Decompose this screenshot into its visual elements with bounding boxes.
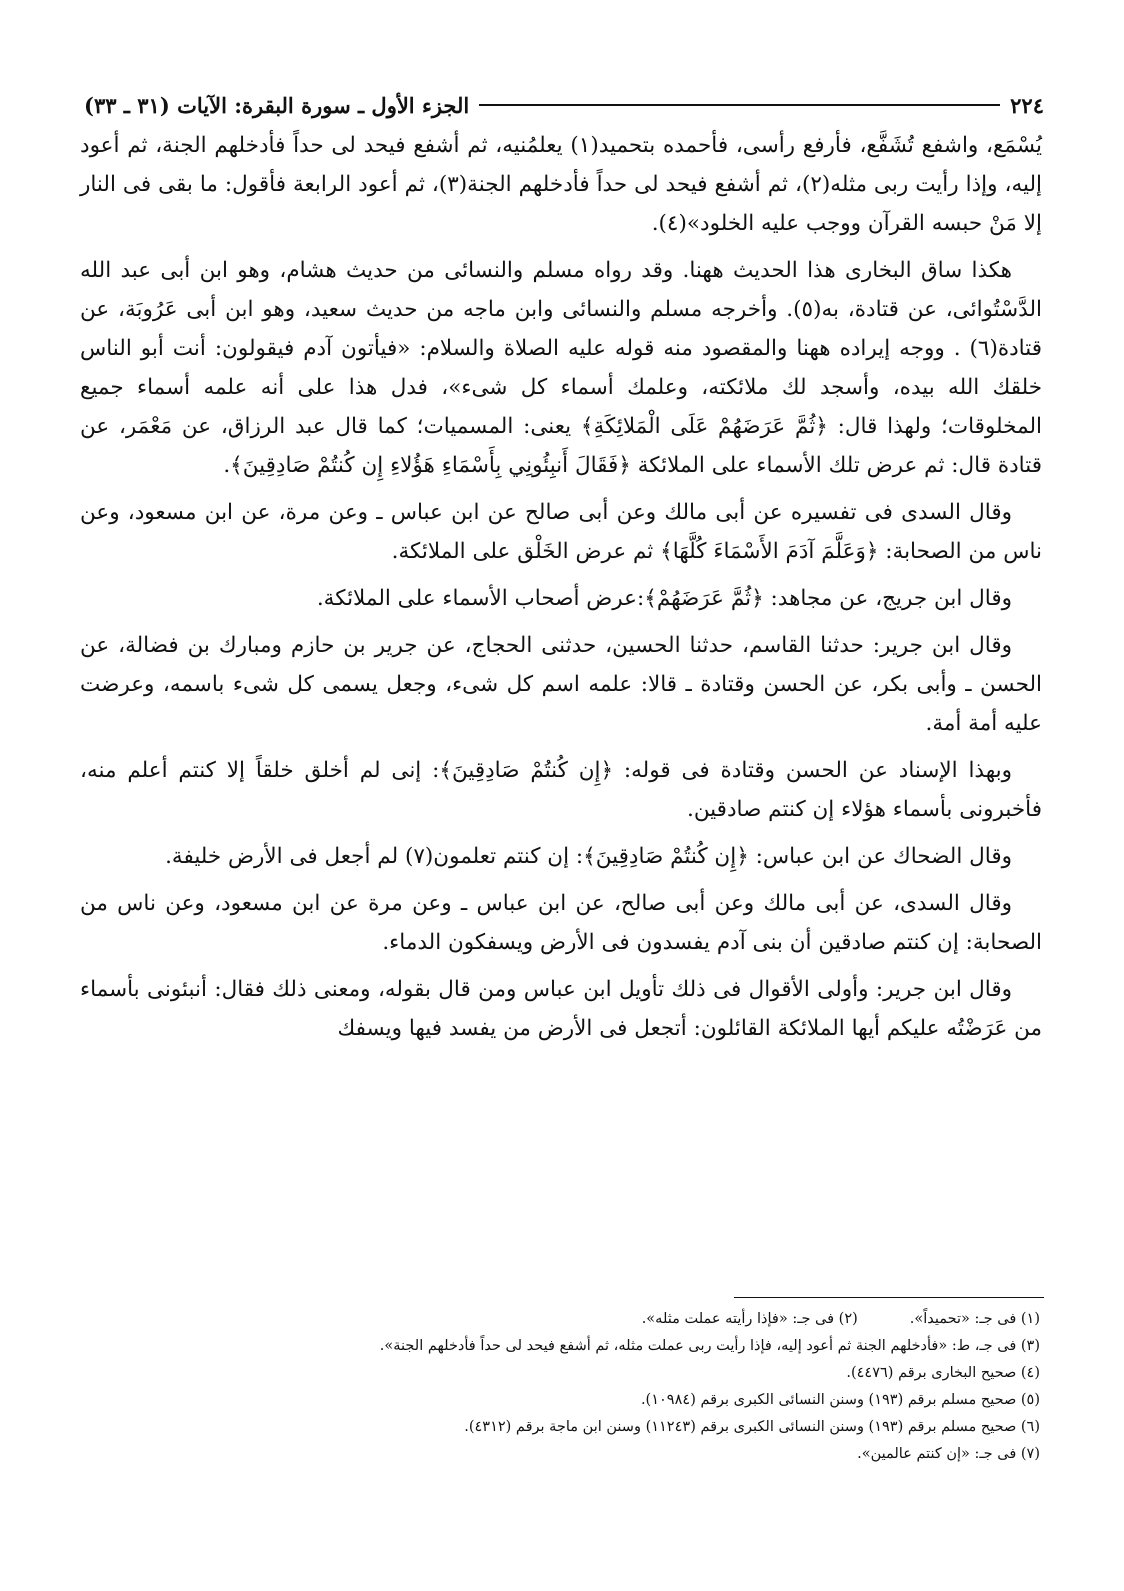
footnote: (٣) فى جـ، ط: «فأدخلهم الجنة ثم أعود إليه، فإذا رأيت ربى عملت مثله، ثم أشفع فيحد لى حداً فأدخلهم الجنة».	[379, 1338, 1040, 1354]
running-header	[84, 88, 1044, 122]
running-title: الجزء الأول ـ سورة البقرة: الآيات (٣١ ـ ٣٣)	[84, 92, 470, 118]
paragraph: وقال السدى، عن أبى مالك وعن أبى صالح، عن ابن عباس ـ وعن مرة عن ابن مسعود، وعن ناس من الصحابة: إن كنتم صادقين أن بنى آدم يفسدون فى الأرض ويسفكون الدماء.	[80, 891, 1042, 955]
header-rule	[479, 104, 1000, 106]
footnote: (٥) صحيح مسلم برقم (١٩٣) وسنن النسائى الكبرى برقم (١٠٩٨٤).	[640, 1392, 1040, 1408]
footnote-line	[200, 1306, 1040, 1333]
footnote-separator	[734, 1297, 1044, 1298]
main-text	[80, 126, 1042, 1056]
paragraph: وقال الضحاك عن ابن عباس: ﴿إِن كُنتُمْ صَادِقِينَ﴾: إن كنتم تعلمون(٧) لم أجعل فى الأرض خليفة.	[165, 844, 1012, 869]
footnotes	[200, 1306, 1040, 1468]
footnote: (٢) فى جـ: «فإذا رأيته عملت مثله».	[641, 1311, 858, 1327]
footnote: (١) فى جـ: «تحميداً».	[909, 1311, 1040, 1327]
paragraph: هكذا ساق البخارى هذا الحديث ههنا. وقد رواه مسلم والنسائى من حديث هشام، وهو ابن أبى عبد الله الدَّسْتُوائى، عن قتادة، به(٥). وأخرجه مسلم والنسائى وابن ماجه من حديث سعيد، وهو ابن أبى عَرُوبَة، عن قتادة(٦) . ووجه إيراده ههنا والمقصود منه قوله عليه الصلاة والسلام: «فيأتون آدم فيقولون: أنت أبو الناس خلقك الله بيده، وأسجد لك ملائكته، وعلمك أسماء كل شىء»، فدل هذا على أنه علمه أسماء جميع المخلوقات؛ ولهذا قال: ﴿ثُمَّ عَرَضَهُمْ عَلَى الْمَلائِكَةِ﴾ يعنى: المسميات؛ كما قال عبد الرزاق، عن مَعْمَر، عن قتادة قال: ثم عرض تلك الأسماء على الملائكة ﴿فَقَالَ أَنبِئُونِي بِأَسْمَاءِ هَؤُلاءِ إِن كُنتُمْ صَادِقِينَ﴾.	[80, 258, 1042, 478]
paragraph: وقال السدى فى تفسيره عن أبى مالك وعن أبى صالح عن ابن عباس ـ وعن مرة، عن ابن مسعود، وعن ناس من الصحابة: ﴿وَعَلَّمَ آدَمَ الأَسْمَاءَ كُلَّهَا﴾ ثم عرض الخَلْق على الملائكة.	[80, 500, 1042, 564]
paragraph: يُسْمَع، واشفع تُشَفَّع، فأرفع رأسى، فأحمده بتحميد(١) يعلمُنيه، ثم أشفع فيحد لى حداً فأدخلهم الجنة، ثم أعود إليه، وإذا رأيت ربى مثله(٢)، ثم أشفع فيحد لى حداً فأدخلهم الجنة(٣)، ثم أعود الرابعة فأقول: ما بقى فى النار إلا مَنْ حبسه القرآن ووجب عليه الخلود»(٤).	[80, 133, 1042, 236]
page-number: ٢٢٤	[1010, 92, 1044, 118]
paragraph: وقال ابن جريج، عن مجاهد: ﴿ثُمَّ عَرَضَهُمْ﴾:عرض أصحاب الأسماء على الملائكة.	[316, 586, 1012, 611]
footnote: (٧) فى جـ: «إن كنتم عالمين».	[857, 1446, 1040, 1462]
paragraph: وقال ابن جرير: وأولى الأقوال فى ذلك تأويل ابن عباس ومن قال بقوله، ومعنى ذلك فقال: أنبئونى بأسماء من عَرَضْتُه عليكم أيها الملائكة القائلون: أتجعل فى الأرض من يفسد فيها ويسفك	[80, 977, 1042, 1041]
paragraph: وبهذا الإسناد عن الحسن وقتادة فى قوله: ﴿إِن كُنتُمْ صَادِقِينَ﴾: إنى لم أخلق خلقاً إلا كنتم أعلم منه، فأخبرونى بأسماء هؤلاء إن كنتم صادقين.	[80, 758, 1042, 822]
paragraph: وقال ابن جرير: حدثنا القاسم، حدثنا الحسين، حدثنى الحجاج، عن جرير بن حازم ومبارك بن فضالة، عن الحسن ـ وأبى بكر، عن الحسن وقتادة ـ قالا: علمه اسم كل شىء، وجعل يسمى كل شىء باسمه، وعرضت عليه أمة أمة.	[80, 633, 1042, 736]
footnote: (٤) صحيح البخارى برقم (٤٤٧٦).	[846, 1365, 1040, 1381]
footnote: (٦) صحيح مسلم برقم (١٩٣) وسنن النسائى الكبرى برقم (١١٢٤٣) وسنن ابن ماجة برقم (٤٣١٢).	[464, 1419, 1040, 1435]
